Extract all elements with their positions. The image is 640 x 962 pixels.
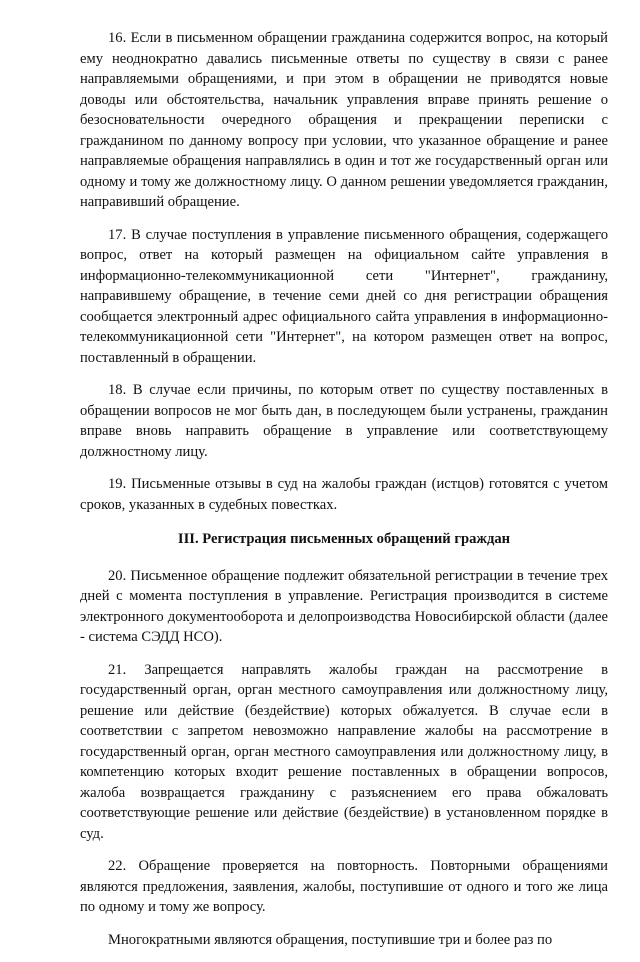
paragraph-17: 17. В случае поступления в управление письменного обращения, содержащего вопрос, ответ на который размещен на официальном сайте управления в информационно-телекоммуникационной сети "Интернет", гражданину, направившему обращение, в течение семи дней со дня регистрации обращения сообщается электронный адрес официального сайта управления в информационно-телекоммуникационной сети "Интернет", на котором размещен ответ на вопрос, поставленный в обращении. [80, 226, 608, 366]
paragraph-multiple-appeals: Многократными являются обращения, поступившие три и более раз по [108, 931, 553, 948]
paragraph-19: 19. Письменные отзывы в суд на жалобы граждан (истцов) готовятся с учетом сроков, указанных в судебных повестках. [80, 476, 608, 513]
paragraph-20: 20. Письменное обращение подлежит обязательной регистрации в течение трех дней с момента поступления в управление. Регистрация производится в системе электронного документооборота и делопроизводства Новосибирской области (далее - система СЭДД НСО). [80, 567, 608, 645]
document-page [80, 28, 608, 962]
paragraph-22: 22. Обращение проверяется на повторность. Повторными обращениями являются предложения, заявления, жалобы, поступившие от одного и того же лица по одному и тому же вопросу. [80, 858, 608, 915]
paragraph-21: 21. Запрещается направлять жалобы граждан на рассмотрение в государственный орган, орган местного самоуправления или должностному лицу, решение или действие (бездействие) которых обжалуется. В случае если в соответствии с запретом невозможно направление жалобы на рассмотрение в государственный орган, орган местного самоуправления или должностному лицу, в компетенцию которых входит решение поставленных в обращении вопросов, жалоба возвращается гражданину с разъяснением его права обжаловать соответствующие решение или действие (бездействие) в установленном порядке в суд. [80, 661, 608, 842]
section-heading-iii: III. Регистрация письменных обращений граждан [177, 531, 511, 547]
paragraph-16: 16. Если в письменном обращении гражданина содержится вопрос, на который ему неоднократно давались письменные ответы по существу в связи с ранее направляемыми обращениями, и при этом в обращении не приводятся новые доводы или обстоятельства, начальник управления вправе принять решение о безосновательности очередного обращения и прекращении переписки с гражданином по данному вопросу при условии, что указанное обращение и ранее направляемые обращения направлялись в один и тот же государственный орган или одному и тому же должностному лицу. О данном решении уведомляется гражданин, направивший обращение. [80, 30, 608, 210]
paragraph-18: 18. В случае если причины, по которым ответ по существу поставленных в обращении вопросов не мог быть дан, в последующем были устранены, гражданин вправе вновь направить обращение в управление или соответствующему должностному лицу. [80, 382, 608, 460]
